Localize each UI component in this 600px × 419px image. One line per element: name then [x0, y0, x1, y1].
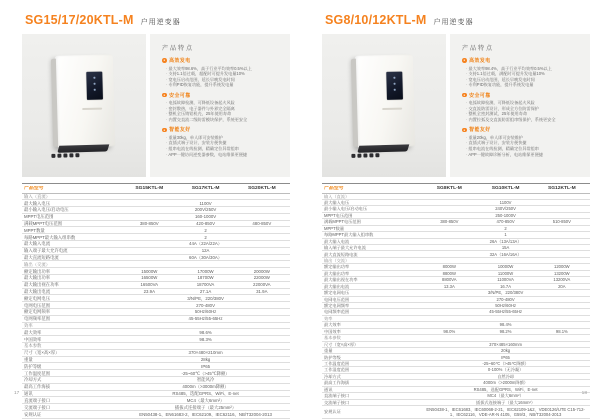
feature-title: 安全可靠: [169, 93, 191, 99]
safety-icon: ●: [463, 92, 466, 97]
features-list: [162, 57, 280, 157]
table-row: [22, 282, 290, 289]
table-row: [22, 343, 290, 350]
spec-value: RS485，选配GPRS、WiFi、E-net: [172, 390, 239, 396]
spec-value: 15000W: [141, 268, 158, 274]
inverter-image: [355, 54, 415, 147]
spec-value: 200V/250V: [194, 207, 217, 213]
spec-value: 370×480×210mm: [188, 350, 223, 356]
spec-label: 最大直流短路电流: [324, 251, 358, 257]
spec-value: 4000m（>3000m降额）: [182, 384, 229, 390]
spec-value: 480-850V: [252, 220, 272, 226]
page-number: 17: [14, 391, 20, 396]
feature-bullet: · 内置拉弧及交直流防雷组串级保护，系统更安全: [466, 117, 580, 123]
page-title: [25, 11, 181, 29]
feature-bullet: · 重量30kg，单人即可安装维护: [166, 135, 280, 141]
features-heading: 产品特点: [162, 46, 195, 52]
spec-label: 中国效率: [24, 336, 42, 342]
spec-label: 重量: [324, 348, 333, 354]
spec-value: 98.2%: [499, 328, 512, 334]
feature-section: [162, 57, 280, 88]
feature-bullet: · 重量20kg，单人即可安装维护: [466, 135, 580, 141]
spec-label: 效率: [24, 322, 33, 328]
table-row: [22, 255, 290, 262]
spec-value: 45-55Hz/55-65Hz: [489, 309, 522, 315]
inverter-connectors: [351, 153, 391, 158]
spec-value: 20000W: [253, 268, 270, 274]
spec-value: 8800W: [442, 270, 456, 276]
spec-label: 最高工作海拔: [324, 380, 350, 386]
feature-bullet: · 直插式端子设计，安装方便快捷: [166, 140, 280, 146]
product-subtitle: 户用逆变器: [433, 19, 474, 26]
spec-value: 13200VA: [553, 277, 571, 283]
feature-bullet: · 内置交直流二级防雷模块保护，系统更安全: [166, 117, 280, 123]
table-row: [22, 194, 290, 201]
page-title: [325, 11, 473, 29]
table-row: [22, 268, 290, 275]
inverter-brand-mark: [382, 108, 402, 111]
table-row: [22, 309, 290, 316]
spec-table: [22, 183, 290, 419]
spec-label: MPPT电压范围: [24, 214, 54, 220]
features-panel: [450, 34, 590, 177]
spec-label: 冷却方式: [24, 377, 42, 383]
inverter-base: [357, 144, 409, 152]
spec-value: 1100V: [199, 200, 212, 206]
spec-value: 17000W: [197, 268, 214, 274]
spec-label: 最大输出视在功率: [324, 277, 358, 283]
spec-value: 32A（16A/16A）: [489, 251, 522, 257]
spec-value: 45-55Hz/55-65Hz: [188, 316, 223, 322]
spec-label: 额定电网频率: [24, 309, 51, 315]
spec-label: MPPT数量: [324, 225, 345, 231]
spec-label: 电网频率范围: [324, 309, 350, 315]
spec-label: 通讯: [24, 390, 33, 396]
spec-value: 20A: [558, 283, 566, 289]
spec-label: 安规认证: [324, 409, 341, 415]
spec-value: 250-1000V: [495, 212, 516, 218]
spec-label: 最大输入电流: [24, 241, 51, 247]
spec-value: 26A（13A/13A）: [489, 238, 522, 244]
spec-value: 31.9A: [256, 288, 268, 294]
feature-title-row: [162, 57, 280, 64]
feature-bullet: · 密封散热，电子器件与外界完全隔离: [166, 106, 280, 112]
spec-value: 3/N/PE，220/380V: [487, 290, 524, 296]
spec-label: 工作湿度范围: [324, 367, 350, 373]
feature-bullet: · 最大效率98.4%，高于行业平均效率0.5%以上: [466, 66, 580, 72]
spec-value: 8800VA: [441, 277, 457, 283]
spec-label: 最大输入电压: [24, 200, 51, 206]
table-header-model: SG8KTL-M: [436, 185, 462, 191]
spec-value: 3/N/PE，220/380V: [187, 295, 224, 301]
feature-bullet: · 交直流防雷设计，形成全方位防雷保护: [466, 106, 580, 112]
feature-bullet: · 整机全密封测试，25年使用寿命: [466, 111, 580, 117]
table-header-row: [22, 184, 290, 194]
feature-bullet-list: [162, 100, 280, 122]
table-header-model: SG17KTL-M: [191, 185, 220, 191]
spec-label: 每路MPPT最大输入组串数: [324, 232, 374, 238]
feature-bullet: · 宽电压启动范围，延长早晚发电时间: [166, 77, 280, 83]
spec-label: MPPT数量: [24, 227, 45, 233]
spec-label: 额定电网电压: [324, 290, 350, 296]
safety-icon: ●: [163, 92, 166, 97]
spec-label: 额定输出功率: [24, 268, 51, 274]
feature-bullet: · 支持1.1倍过载，超配时可提升发电量10%: [166, 71, 280, 77]
table-row: [22, 411, 290, 419]
catalog-page-left: [0, 0, 300, 417]
spec-label: 基本参数: [324, 335, 341, 341]
table-row: [22, 248, 290, 255]
feature-bullet: · 最大效率98.6%，高于行业平均效率0.5%以上: [166, 66, 280, 72]
inverter-brand-mark: [82, 108, 102, 111]
spec-value: 22000VA: [253, 282, 271, 288]
spec-value: 370×485×160mm: [489, 341, 522, 347]
table-row: [22, 302, 290, 309]
spec-label: 最小输入电压/启动电压: [24, 207, 69, 213]
spec-value: 10000W: [497, 264, 514, 270]
spec-value: EN50438-1、IEC61683、IEC60068-2-21、IEC62109-1&2、VDE0126/UTE C15-712-1、IEC62116、VDE-AR-N 4105、G59/3、NB/T32004-2013: [426, 406, 585, 417]
feature-bullet: · 整机全压铸铝机壳，25年使用寿命: [166, 111, 280, 117]
inverter-display-screen: [386, 72, 403, 100]
spec-label: 额定电网电压: [24, 295, 51, 301]
spec-value: IP65: [501, 354, 510, 360]
feature-bullet: · APP一键访问逆变器参数，电站维保更便捷: [166, 152, 280, 158]
spec-label: 尺寸（宽×高×厚）: [324, 341, 359, 347]
product-model-title: SG8/10/12KTL-M: [325, 13, 427, 27]
table-row: [22, 200, 290, 207]
feature-section: [462, 126, 580, 157]
spec-label: 满载MPPT电压范围: [324, 219, 361, 225]
features-panel: [150, 34, 290, 177]
feature-bullet: · 组串电流在线检测，精确定位异常组串: [466, 146, 580, 152]
spec-value: 插拔式连接端子（最大16mm²）: [476, 399, 536, 405]
spec-value: 11000W: [497, 270, 514, 276]
table-row: [22, 289, 290, 296]
spec-label: 最大输出功率: [24, 275, 51, 281]
spec-value: 44A（22A/22A）: [189, 241, 223, 247]
spec-label: 最大输出视在功率: [24, 282, 59, 288]
spec-label: 冷却方式: [324, 373, 341, 379]
spec-label: 防护等级: [24, 363, 42, 369]
features-list: [462, 57, 580, 157]
spec-value: -25~60℃（>45℃降额）: [181, 370, 230, 376]
table-row: [22, 350, 290, 357]
spec-value: 160-1000V: [194, 214, 217, 220]
spec-label: 最大效率: [324, 322, 341, 328]
feature-title-row: [462, 92, 580, 99]
table-row: [22, 336, 290, 343]
spec-value: 23.9A: [143, 288, 155, 294]
feature-title: 智能友好: [169, 128, 191, 134]
spec-value: 20kg: [501, 348, 511, 354]
spec-value: 12A: [201, 248, 210, 254]
feature-title-row: [162, 92, 280, 99]
table-row: [22, 241, 290, 248]
spec-label: 最小输入电压/启动电压: [324, 206, 368, 212]
table-row: [22, 316, 290, 323]
spec-label: 满载MPPT电压范围: [24, 220, 63, 226]
spec-value: EN50438-1、EN61683-2、IEC62109、IEC62116、NB/T32004-2013: [139, 412, 272, 417]
feature-bullet-list: [462, 100, 580, 122]
spec-label: 输入端子最大允许电流: [324, 245, 366, 251]
feature-title: 智能友好: [469, 128, 491, 134]
product-subtitle: 户用逆变器: [140, 19, 181, 26]
spec-value: 98.6%: [199, 329, 212, 335]
feature-section: [162, 92, 280, 123]
table-row: [22, 275, 290, 282]
spec-label: 最大输出电流: [324, 283, 350, 289]
spec-label: 输出（交流）: [24, 261, 51, 267]
spec-label: 最大输入电压: [324, 200, 350, 206]
spec-label: 每路MPPT最大输入组串数: [24, 234, 76, 240]
spec-label: 电网电压范围: [24, 302, 51, 308]
spec-value: 270-480V: [196, 302, 215, 308]
feature-title-row: [462, 126, 580, 133]
feature-bullet: · 直插式端子设计，安装方便快捷: [466, 140, 580, 146]
spec-value: -25~60℃（>45℃降额）: [482, 360, 529, 366]
feature-title-row: [462, 57, 580, 64]
feature-section: [162, 126, 280, 157]
feature-bullet: · 专利PID恢复功能，提升系统发电量: [466, 82, 580, 88]
spec-value: 11000VA: [497, 277, 514, 283]
inverter-connectors: [51, 153, 91, 158]
inverter-display-screen: [86, 72, 103, 100]
spec-value: 0-100%（无冷凝）: [487, 367, 524, 373]
spec-table: [322, 183, 590, 419]
spec-value: 380-850V: [440, 219, 459, 225]
table-row: [22, 221, 290, 228]
spec-label: 工作温度范围: [24, 370, 51, 376]
spec-label: 重量: [24, 356, 33, 362]
spec-value: 28kg: [200, 356, 211, 362]
spec-label: 交流端子接口: [24, 404, 51, 410]
spec-value: 13200W: [554, 270, 570, 276]
features-heading: 产品特点: [462, 46, 495, 52]
spec-value: 98.0%: [443, 328, 456, 334]
table-row: [22, 329, 290, 336]
spec-value: 510-850V: [552, 219, 571, 225]
spec-label: 安规认证: [24, 412, 42, 417]
table-row: [22, 397, 290, 404]
spec-label: 效率: [324, 315, 333, 321]
feature-bullet-list: [162, 135, 280, 157]
table-row: [22, 214, 290, 221]
spec-value: 自然冷却: [497, 373, 514, 379]
table-row: [22, 323, 290, 330]
spec-value: 12000W: [554, 264, 570, 270]
spec-value: 270-480V: [496, 296, 515, 302]
spec-value: IP65: [201, 363, 211, 369]
spec-value: 插拔式连接端子（最大25mm²）: [174, 404, 237, 410]
efficiency-icon: ●: [163, 58, 166, 63]
table-row: [22, 234, 290, 241]
spec-value: 22000W: [253, 275, 270, 281]
spec-label: 基本参数: [24, 343, 42, 349]
spec-label: 通讯: [324, 386, 333, 392]
product-photo: [322, 34, 446, 177]
spec-value: 470-850V: [496, 219, 515, 225]
spec-label: 工作温度范围: [324, 360, 350, 366]
spec-label: 输入（直流）: [324, 193, 350, 199]
table-row: [22, 404, 290, 411]
feature-section: [462, 57, 580, 88]
spec-value: 50Hz/60Hz: [495, 303, 516, 309]
spec-label: 最高工作海拔: [24, 384, 51, 390]
feature-bullet: · APP一键故障诊断分析，电站维保更便捷: [466, 152, 580, 158]
spec-value: 1100V: [499, 200, 512, 206]
table-header-model: SG12KTL-M: [547, 185, 576, 191]
spec-label: 中国效率: [324, 328, 341, 334]
spec-label: 尺寸（宽×高×厚）: [24, 350, 60, 356]
spec-label: 交流端子接口: [324, 399, 350, 405]
spec-label: 输入（直流）: [24, 193, 51, 199]
spec-value: 98.1%: [555, 328, 568, 334]
table-header-model: SG10KTL-M: [491, 185, 520, 191]
spec-label: 直流端子接口: [24, 397, 51, 403]
inverter-image: [55, 54, 115, 147]
feature-title-row: [162, 126, 280, 133]
page-number: 18: [581, 391, 587, 396]
spec-value: 1: [504, 232, 507, 238]
spec-label: 最大直流短路电流: [24, 254, 59, 260]
spec-value: 2: [504, 225, 507, 231]
spec-label: 输入端子最大允许电流: [24, 248, 68, 254]
table-header-row: [322, 184, 590, 194]
spec-label: 最大效率: [24, 329, 42, 335]
feature-title: 高效发电: [169, 59, 191, 64]
spec-value: 380-850V: [139, 220, 159, 226]
spec-label: 电网电压范围: [324, 296, 350, 302]
spec-value: MC4（最大6mm²）: [487, 393, 524, 399]
table-row: [22, 370, 290, 377]
feature-title: 安全可靠: [469, 93, 491, 99]
table-row: [22, 384, 290, 391]
table-header-model: SG20KTL-M: [247, 185, 276, 191]
feature-bullet-list: [462, 66, 580, 88]
smart-icon: ●: [463, 127, 466, 132]
spec-label: 电网频率范围: [24, 316, 51, 322]
feature-title: 高效发电: [469, 59, 491, 64]
smart-icon: ●: [163, 127, 166, 132]
feature-bullet: · 电弧故障检测，可降低设备起火风险: [466, 100, 580, 106]
spec-value: RS485，选配GPRS、WiFi、E-net: [473, 386, 538, 392]
feature-section: [462, 92, 580, 123]
feature-bullet-list: [462, 135, 580, 157]
table-row: [22, 357, 290, 364]
feature-bullet: · 电弧故障检测，可降低设备起火风险: [166, 100, 280, 106]
spec-value: 15A: [501, 245, 510, 251]
spec-value: 240V/250V: [495, 206, 516, 212]
spec-label: 额定输出功率: [324, 264, 350, 270]
feature-bullet: · 支持1.1倍过载，满配时可提升发电量10%: [466, 71, 580, 77]
table-row: [22, 363, 290, 370]
spec-label: 最大输出电流: [24, 288, 51, 294]
spec-value: 13.3A: [443, 283, 455, 289]
inverter-side-shadow: [351, 59, 358, 147]
table-row: [22, 261, 290, 268]
table-row: [22, 207, 290, 214]
spec-value: 98.3%: [199, 336, 212, 342]
inverter-side-shadow: [51, 59, 58, 147]
spec-value: 50Hz/60Hz: [194, 309, 217, 315]
table-header-model: SG15KTL-M: [135, 185, 164, 191]
feature-bullet: · 宽电压启动范围，延长早晚发电时间: [466, 77, 580, 83]
product-photo: [22, 34, 146, 177]
spec-value: 18700W: [197, 275, 214, 281]
efficiency-icon: ●: [463, 58, 466, 63]
spec-value: 16500VA: [140, 282, 159, 288]
spec-value: 60A（30A/30A）: [189, 254, 223, 260]
spec-label: 输出（交流）: [324, 257, 350, 263]
spec-value: 2: [204, 227, 207, 233]
spec-value: 27.1A: [199, 288, 212, 294]
table-row: [22, 295, 290, 302]
spec-value: 98.4%: [499, 322, 512, 328]
product-model-title: SG15/17/20KTL-M: [25, 13, 134, 27]
spec-value: MC4（最大6mm²）: [186, 397, 225, 403]
spec-value: 420-850V: [196, 220, 215, 226]
spec-value: 16500W: [141, 275, 158, 281]
feature-bullet: · 组串电流在线检测，精确定位异常组串: [166, 146, 280, 152]
catalog-page-right: [300, 0, 600, 417]
feature-bullet: · 专利PID恢复功能，提升系统发电量: [166, 82, 280, 88]
spec-label: 最大输出功率: [324, 270, 350, 276]
spec-value: 2: [204, 234, 207, 240]
spec-value: 8000W: [442, 264, 456, 270]
table-row: [322, 406, 590, 419]
feature-bullet-list: [162, 66, 280, 88]
spec-value: 智能风冷: [196, 377, 215, 383]
table-header-label: 产品型号: [24, 185, 44, 191]
table-header-label: 产品型号: [324, 185, 344, 191]
spec-label: MPPT电压范围: [324, 212, 353, 218]
table-row: [22, 227, 290, 234]
spec-label: 最大输入电流: [324, 238, 350, 244]
spec-value: 16.7A: [500, 283, 512, 289]
table-row: [22, 377, 290, 384]
inverter-base: [57, 144, 109, 152]
spec-label: 直流端子接口: [324, 393, 350, 399]
spec-label: 额定电网频率: [324, 303, 350, 309]
spec-label: 防护等级: [324, 354, 341, 360]
table-row: [22, 391, 290, 398]
spec-value: 18700VA: [196, 282, 215, 288]
spec-value: 4000m（>2000m降额）: [483, 380, 528, 386]
